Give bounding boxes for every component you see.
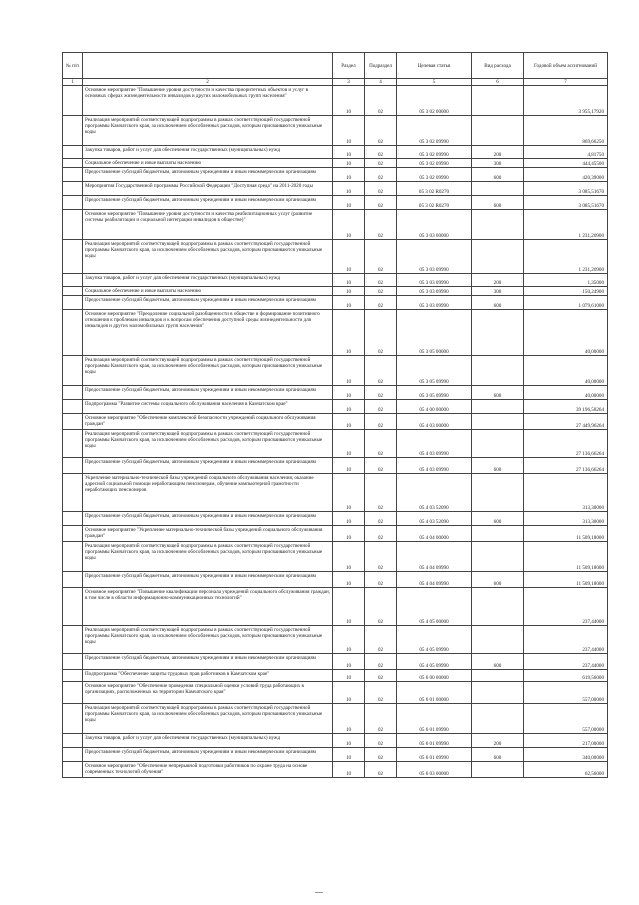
table-row — [63, 542, 608, 572]
cell-expense-type: 600 — [472, 296, 524, 310]
cell-annual-sum: 40,00000 — [524, 386, 608, 400]
cell-podrazdel: 02 — [365, 474, 397, 512]
cell-razdel: 10 — [333, 458, 365, 474]
cell-target-article: 05 3 03 09990 — [397, 274, 472, 287]
cell-podrazdel: 02 — [365, 240, 397, 274]
header-podrazdel: Подраздел — [365, 53, 397, 79]
table-row — [63, 474, 608, 512]
cell-num — [63, 240, 83, 274]
cell-num — [63, 526, 83, 542]
cell-razdel: 10 — [333, 526, 365, 542]
cell-expense-type — [472, 526, 524, 542]
header-razdel: Раздел — [333, 53, 365, 79]
cell-num — [63, 182, 83, 196]
cell-podrazdel: 02 — [365, 762, 397, 778]
cell-name: Закупка товаров, работ и услуг для обеспечения государственных (муниципальных) нужд — [83, 734, 333, 748]
cell-target-article: 05 3 02 R0270 — [397, 182, 472, 196]
cell-name: Укрепление материально-технической базы учреждений социального обслуживания населения, оказание адресной социальной помощи неработающим пенсионерам, обучение компьютерной грамотности неработающих пенсионеров — [83, 474, 333, 512]
cell-expense-type — [472, 670, 524, 682]
table-row — [63, 310, 608, 356]
cell-razdel: 10 — [333, 572, 365, 588]
cell-name: Основное мероприятие "Укрепление материально-технической базы учреждений социального обслуживания граждан" — [83, 526, 333, 542]
cell-razdel: 10 — [333, 196, 365, 210]
table-row — [63, 654, 608, 670]
cell-expense-type: 300 — [472, 287, 524, 296]
table-body — [63, 86, 608, 778]
cell-razdel: 10 — [333, 704, 365, 734]
cell-razdel: 10 — [333, 626, 365, 654]
cell-name: Закупка товаров, работ и услуг для обеспечения государственных (муниципальных) нужд — [83, 274, 333, 287]
budget-table — [62, 52, 608, 778]
cell-annual-sum: 150,24900 — [524, 287, 608, 296]
cell-razdel: 10 — [333, 159, 365, 168]
table-header-row — [63, 53, 608, 79]
cell-podrazdel: 02 — [365, 588, 397, 626]
cell-target-article: 05 6 03 00000 — [397, 762, 472, 778]
cell-num — [63, 274, 83, 287]
cell-expense-type — [472, 310, 524, 356]
cell-podrazdel: 02 — [365, 287, 397, 296]
cell-razdel: 10 — [333, 146, 365, 159]
cell-name: Подпрограмма "Обеспечение защиты трудовых прав работников в Камчатском крае" — [83, 670, 333, 682]
cell-num — [63, 159, 83, 168]
column-number: 4 — [365, 79, 397, 86]
cell-expense-type — [472, 86, 524, 116]
cell-expense-type — [472, 588, 524, 626]
cell-annual-sum: 3 955,17920 — [524, 86, 608, 116]
cell-podrazdel: 02 — [365, 572, 397, 588]
cell-target-article: 05 3 05 09990 — [397, 386, 472, 400]
cell-annual-sum: 27 136,66264 — [524, 430, 608, 458]
cell-name: Основное мероприятие "Преодоление социальной разобщенности в обществе и формирование позитивного отношения к проблемам инвалидов и к вопросам обеспечения доступной среды жизнедеятельности для инвалидов и других маломобильных групп населения" — [83, 310, 333, 356]
cell-expense-type — [472, 430, 524, 458]
cell-name: Реализация мероприятий соответствующей подпрограммы в рамках соответствующей государственной программы Камчатского края, за исключением обособленных расходов, которым присваиваются уникальные коды — [83, 430, 333, 458]
cell-annual-sum: 27 136,66264 — [524, 458, 608, 474]
cell-podrazdel: 02 — [365, 196, 397, 210]
cell-razdel: 10 — [333, 762, 365, 778]
cell-name: Основное мероприятие "Обеспечение проведения специальной оценки условий труда работающих в организациях, расположенных на территории Камчатского края" — [83, 682, 333, 704]
cell-expense-type — [472, 182, 524, 196]
cell-expense-type: 600 — [472, 654, 524, 670]
cell-annual-sum: 1 231,20900 — [524, 240, 608, 274]
cell-podrazdel: 02 — [365, 356, 397, 386]
cell-podrazdel: 02 — [365, 704, 397, 734]
cell-expense-type — [472, 474, 524, 512]
page-mark — [315, 892, 323, 893]
table-row — [63, 400, 608, 414]
cell-annual-sum: 40,00000 — [524, 310, 608, 356]
cell-podrazdel: 02 — [365, 386, 397, 400]
cell-name: Социальное обеспечение и иные выплаты населению — [83, 159, 333, 168]
cell-expense-type: 300 — [472, 159, 524, 168]
cell-razdel: 10 — [333, 734, 365, 748]
cell-target-article: 05 4 04 09990 — [397, 542, 472, 572]
cell-razdel: 10 — [333, 588, 365, 626]
column-number: 1 — [63, 79, 83, 86]
cell-target-article: 05 3 02 09990 — [397, 116, 472, 146]
column-number: 3 — [333, 79, 365, 86]
cell-annual-sum: 619,56000 — [524, 670, 608, 682]
cell-razdel: 10 — [333, 386, 365, 400]
cell-razdel: 10 — [333, 400, 365, 414]
cell-target-article: 05 3 03 00000 — [397, 210, 472, 240]
table-row — [63, 159, 608, 168]
cell-name: Реализация мероприятий соответствующей подпрограммы в рамках соответствующей государственной программы Камчатского края, за исключением обособленных расходов, которым присваиваются уникальные коды — [83, 356, 333, 386]
cell-expense-type — [472, 762, 524, 778]
cell-num — [63, 414, 83, 430]
cell-target-article: 05 6 00 00000 — [397, 670, 472, 682]
cell-podrazdel: 02 — [365, 458, 397, 474]
table-row — [63, 572, 608, 588]
cell-target-article: 05 3 02 R0270 — [397, 196, 472, 210]
header-expense-type: Вид расхода — [472, 53, 524, 79]
cell-podrazdel: 02 — [365, 526, 397, 542]
cell-annual-sum: 11 509,18000 — [524, 526, 608, 542]
cell-num — [63, 588, 83, 626]
cell-razdel: 10 — [333, 274, 365, 287]
cell-expense-type — [472, 542, 524, 572]
cell-razdel: 10 — [333, 474, 365, 512]
table-row — [63, 670, 608, 682]
cell-target-article: 05 4 04 00000 — [397, 526, 472, 542]
cell-target-article: 05 3 03 09990 — [397, 240, 472, 274]
cell-name: Основное мероприятие "Повышение уровня доступности и качества приоритетных объектов и услуг в основных сферах жизнедеятельности инвалидов и других маломобильных групп населения" — [83, 86, 333, 116]
cell-annual-sum: 1,35000 — [524, 274, 608, 287]
cell-expense-type: 200 — [472, 146, 524, 159]
cell-expense-type — [472, 400, 524, 414]
cell-expense-type — [472, 356, 524, 386]
cell-podrazdel: 02 — [365, 626, 397, 654]
cell-num — [63, 542, 83, 572]
table-row — [63, 682, 608, 704]
cell-num — [63, 512, 83, 526]
table-row — [63, 356, 608, 386]
table-row — [63, 430, 608, 458]
cell-name: Предоставление субсидий бюджетным, автономным учреждениям и иным некоммерческим организациям — [83, 572, 333, 588]
cell-name: Предоставление субсидий бюджетным, автономным учреждениям и иным некоммерческим организациям — [83, 296, 333, 310]
cell-num — [63, 458, 83, 474]
column-number: 5 — [397, 79, 472, 86]
cell-target-article: 05 4 03 52090 — [397, 512, 472, 526]
cell-razdel: 10 — [333, 542, 365, 572]
cell-num — [63, 704, 83, 734]
cell-razdel: 10 — [333, 86, 365, 116]
header-name — [83, 53, 333, 79]
cell-podrazdel: 02 — [365, 274, 397, 287]
table-row — [63, 196, 608, 210]
cell-num — [63, 296, 83, 310]
table-row — [63, 748, 608, 762]
cell-expense-type — [472, 682, 524, 704]
cell-name: Реализация мероприятий соответствующей подпрограммы в рамках соответствующей государственной программы Камчатского края, за исключением обособленных расходов, которым присваиваются уникальные коды — [83, 542, 333, 572]
cell-annual-sum: 444,45500 — [524, 159, 608, 168]
cell-target-article: 05 3 03 09990 — [397, 287, 472, 296]
cell-target-article: 05 6 01 09990 — [397, 704, 472, 734]
cell-expense-type — [472, 414, 524, 430]
table-row — [63, 168, 608, 182]
cell-annual-sum: 1 231,20900 — [524, 210, 608, 240]
cell-target-article: 05 4 05 09990 — [397, 654, 472, 670]
cell-podrazdel: 02 — [365, 210, 397, 240]
cell-name: Основное мероприятие "Повышение уровня доступности и качества реабилитационных услуг (развитие системы реабилитации и социальной интеграции инвалидов в обществе)" — [83, 210, 333, 240]
cell-razdel: 10 — [333, 310, 365, 356]
cell-name: Мероприятия Государственной программы Российской Федерации "Доступная среда" на 2011-2020 годы — [83, 182, 333, 196]
cell-razdel: 10 — [333, 414, 365, 430]
cell-podrazdel: 02 — [365, 430, 397, 458]
cell-name: Основное мероприятие "Обеспечение непрерывной подготовки работников по охране труда на основе современных технологий обучения" — [83, 762, 333, 778]
cell-podrazdel: 02 — [365, 654, 397, 670]
cell-num — [63, 430, 83, 458]
cell-target-article: 05 3 02 09990 — [397, 168, 472, 182]
cell-annual-sum: 39 196,58264 — [524, 400, 608, 414]
cell-num — [63, 86, 83, 116]
cell-target-article: 05 4 05 00000 — [397, 588, 472, 626]
cell-num — [63, 654, 83, 670]
cell-name: Предоставление субсидий бюджетным, автономным учреждениям и иным некоммерческим организациям — [83, 748, 333, 762]
cell-annual-sum: 40,00000 — [524, 356, 608, 386]
cell-podrazdel: 02 — [365, 512, 397, 526]
cell-target-article: 05 3 03 09990 — [397, 296, 472, 310]
cell-name: Предоставление субсидий бюджетным, автономным учреждениям и иным некоммерческим организациям — [83, 512, 333, 526]
column-number-row — [63, 79, 608, 86]
table-row — [63, 512, 608, 526]
cell-name: Предоставление субсидий бюджетным, автономным учреждениям и иным некоммерческим организациям — [83, 168, 333, 182]
cell-target-article: 05 4 04 09990 — [397, 572, 472, 588]
table-row — [63, 588, 608, 626]
cell-podrazdel: 02 — [365, 86, 397, 116]
cell-annual-sum: 237,44000 — [524, 588, 608, 626]
cell-num — [63, 168, 83, 182]
cell-expense-type: 600 — [472, 458, 524, 474]
cell-annual-sum: 217,00000 — [524, 734, 608, 748]
table-row — [63, 86, 608, 116]
cell-razdel: 10 — [333, 512, 365, 526]
cell-target-article: 05 6 01 00000 — [397, 682, 472, 704]
cell-annual-sum: 869,66250 — [524, 116, 608, 146]
cell-annual-sum: 313,30000 — [524, 512, 608, 526]
cell-razdel: 10 — [333, 748, 365, 762]
cell-target-article: 05 6 01 09990 — [397, 748, 472, 762]
table-row — [63, 210, 608, 240]
table-row — [63, 240, 608, 274]
cell-annual-sum: 27 449,96264 — [524, 414, 608, 430]
cell-num — [63, 210, 83, 240]
cell-podrazdel: 02 — [365, 310, 397, 356]
table-row — [63, 287, 608, 296]
cell-podrazdel: 02 — [365, 734, 397, 748]
cell-podrazdel: 02 — [365, 414, 397, 430]
column-number: 2 — [83, 79, 333, 86]
cell-num — [63, 626, 83, 654]
cell-num — [63, 196, 83, 210]
cell-name: Основное мероприятие "Повышение квалификации персонала учреждений социального обслуживания граждан, в том числе в области информационно-коммуникационных технологий" — [83, 588, 333, 626]
cell-num — [63, 386, 83, 400]
cell-razdel: 10 — [333, 356, 365, 386]
cell-name: Предоставление субсидий бюджетным, автономным учреждениям и иным некоммерческим организациям — [83, 654, 333, 670]
cell-name: Основное мероприятие "Обеспечение комплексной безопасности учреждений социального обслуживания граждан" — [83, 414, 333, 430]
cell-podrazdel: 02 — [365, 168, 397, 182]
cell-name: Предоставление субсидий бюджетным, автономным учреждениям и иным некоммерческим организациям — [83, 458, 333, 474]
cell-target-article: 05 4 03 09990 — [397, 430, 472, 458]
cell-razdel: 10 — [333, 296, 365, 310]
cell-podrazdel: 02 — [365, 400, 397, 414]
cell-target-article: 05 4 05 09990 — [397, 626, 472, 654]
cell-razdel: 10 — [333, 168, 365, 182]
cell-podrazdel: 02 — [365, 682, 397, 704]
cell-podrazdel: 02 — [365, 159, 397, 168]
cell-podrazdel: 02 — [365, 296, 397, 310]
cell-podrazdel: 02 — [365, 116, 397, 146]
cell-target-article: 05 3 02 09990 — [397, 159, 472, 168]
header-annual-sum: Годовой объем ассигнований — [524, 53, 608, 79]
cell-target-article: 05 4 03 52090 — [397, 474, 472, 512]
table-row — [63, 182, 608, 196]
cell-num — [63, 762, 83, 778]
table-row — [63, 274, 608, 287]
cell-num — [63, 748, 83, 762]
cell-razdel: 10 — [333, 682, 365, 704]
table-row — [63, 762, 608, 778]
cell-razdel: 10 — [333, 116, 365, 146]
column-number: 6 — [472, 79, 524, 86]
cell-num — [63, 400, 83, 414]
cell-expense-type: 600 — [472, 572, 524, 588]
cell-annual-sum: 340,00000 — [524, 748, 608, 762]
cell-podrazdel: 02 — [365, 670, 397, 682]
cell-name: Реализация мероприятий соответствующей подпрограммы в рамках соответствующей государственной программы Камчатского края, за исключением обособленных расходов, которым присваиваются уникальные коды — [83, 240, 333, 274]
header-target-article: Целевая статья — [397, 53, 472, 79]
cell-expense-type — [472, 240, 524, 274]
cell-num — [63, 734, 83, 748]
cell-podrazdel: 02 — [365, 182, 397, 196]
cell-name: Реализация мероприятий соответствующей подпрограммы в рамках соответствующей государственной программы Камчатского края, за исключением обособленных расходов, которым присваиваются уникальные коды — [83, 626, 333, 654]
cell-name: Социальное обеспечение и иные выплаты населению — [83, 287, 333, 296]
cell-name: Предоставление субсидий бюджетным, автономным учреждениям и иным некоммерческим организациям — [83, 196, 333, 210]
cell-target-article: 05 3 05 00000 — [397, 310, 472, 356]
cell-expense-type — [472, 210, 524, 240]
cell-annual-sum: 3 085,51670 — [524, 182, 608, 196]
cell-target-article: 05 4 00 00000 — [397, 400, 472, 414]
cell-expense-type — [472, 704, 524, 734]
cell-annual-sum: 237,44000 — [524, 626, 608, 654]
cell-razdel: 10 — [333, 430, 365, 458]
cell-annual-sum: 557,00000 — [524, 704, 608, 734]
table-row — [63, 414, 608, 430]
cell-razdel: 10 — [333, 670, 365, 682]
budget-table-page — [62, 52, 607, 778]
cell-razdel: 10 — [333, 287, 365, 296]
cell-expense-type: 600 — [472, 748, 524, 762]
cell-expense-type: 600 — [472, 196, 524, 210]
cell-expense-type: 200 — [472, 274, 524, 287]
cell-name: Реализация мероприятий соответствующей подпрограммы в рамках соответствующей государственной программы Камчатского края, за исключением обособленных расходов, которым присваиваются уникальные коды — [83, 116, 333, 146]
cell-num — [63, 146, 83, 159]
cell-target-article: 05 4 03 00000 — [397, 414, 472, 430]
cell-target-article: 05 3 02 09990 — [397, 146, 472, 159]
cell-num — [63, 670, 83, 682]
cell-target-article: 05 3 05 09990 — [397, 356, 472, 386]
cell-expense-type: 200 — [472, 734, 524, 748]
cell-annual-sum: 420,39000 — [524, 168, 608, 182]
table-row — [63, 146, 608, 159]
cell-annual-sum: 3 085,51670 — [524, 196, 608, 210]
table-row — [63, 526, 608, 542]
cell-name: Предоставление субсидий бюджетным, автономным учреждениям и иным некоммерческим организациям — [83, 386, 333, 400]
cell-podrazdel: 02 — [365, 542, 397, 572]
cell-target-article: 05 4 03 09990 — [397, 458, 472, 474]
cell-name: Реализация мероприятий соответствующей подпрограммы в рамках соответствующей государственной программы Камчатского края, за исключением обособленных расходов, которым присваиваются уникальные коды — [83, 704, 333, 734]
cell-num — [63, 682, 83, 704]
cell-razdel: 10 — [333, 210, 365, 240]
cell-annual-sum: 62,56000 — [524, 762, 608, 778]
cell-name: Закупка товаров, работ и услуг для обеспечения государственных (муниципальных) нужд — [83, 146, 333, 159]
cell-annual-sum: 4,81750 — [524, 146, 608, 159]
cell-expense-type: 600 — [472, 168, 524, 182]
cell-razdel: 10 — [333, 240, 365, 274]
table-row — [63, 734, 608, 748]
cell-target-article: 05 6 01 09990 — [397, 734, 472, 748]
cell-annual-sum: 11 509,18000 — [524, 542, 608, 572]
cell-podrazdel: 02 — [365, 748, 397, 762]
cell-name: Подпрограмма "Развитие системы социального обслуживания населения в Камчатском крае" — [83, 400, 333, 414]
table-row — [63, 386, 608, 400]
cell-razdel: 10 — [333, 654, 365, 670]
cell-num — [63, 310, 83, 356]
table-row — [63, 704, 608, 734]
cell-annual-sum: 11 509,18000 — [524, 572, 608, 588]
cell-num — [63, 287, 83, 296]
cell-podrazdel: 02 — [365, 146, 397, 159]
table-row — [63, 458, 608, 474]
cell-expense-type — [472, 116, 524, 146]
cell-target-article: 05 3 02 00000 — [397, 86, 472, 116]
cell-num — [63, 116, 83, 146]
cell-expense-type: 600 — [472, 386, 524, 400]
cell-annual-sum: 237,44000 — [524, 654, 608, 670]
cell-annual-sum: 1 079,61000 — [524, 296, 608, 310]
cell-num — [63, 356, 83, 386]
cell-expense-type: 600 — [472, 512, 524, 526]
header-num: № п/п — [63, 53, 83, 79]
cell-num — [63, 474, 83, 512]
column-number: 7 — [524, 79, 608, 86]
cell-razdel: 10 — [333, 182, 365, 196]
cell-expense-type — [472, 626, 524, 654]
table-row — [63, 626, 608, 654]
cell-num — [63, 572, 83, 588]
table-row — [63, 296, 608, 310]
table-row — [63, 116, 608, 146]
cell-annual-sum: 557,00000 — [524, 682, 608, 704]
cell-annual-sum: 313,30000 — [524, 474, 608, 512]
